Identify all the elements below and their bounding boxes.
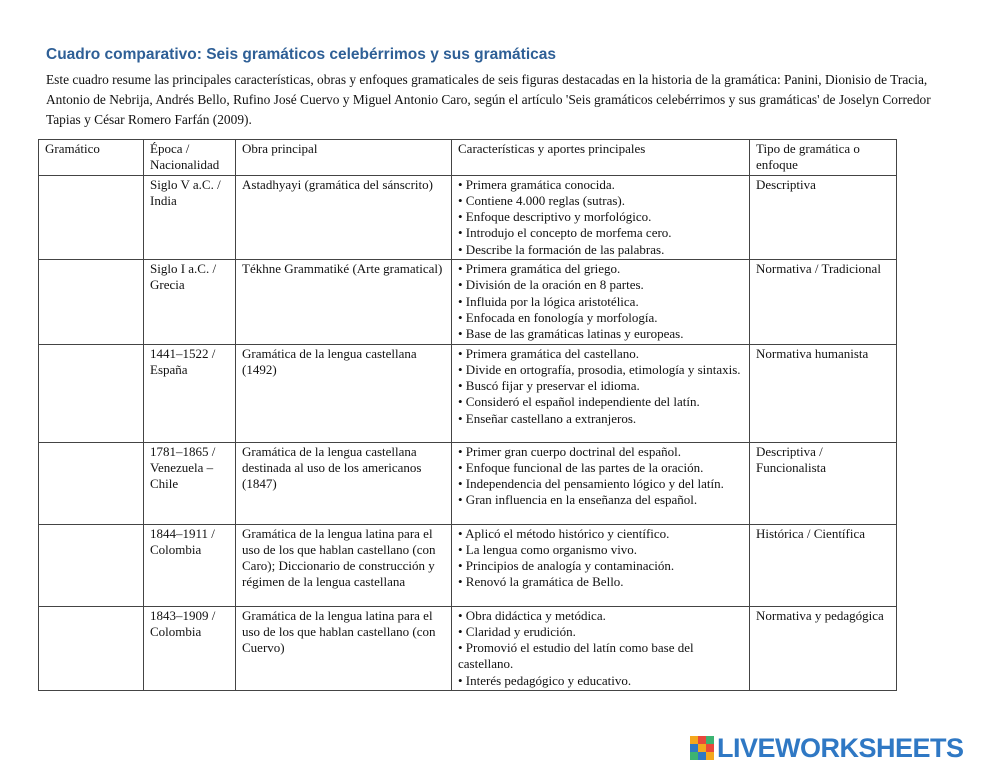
cell-obra: Gramática de la lengua castellana (1492) (236, 344, 452, 442)
cell-aportes (452, 260, 750, 344)
bullet-item: • Principios de analogía y contaminación. (458, 558, 675, 574)
table-header-row (39, 140, 897, 176)
cell-obra: Gramática de la lengua latina para el uso de los que hablan castellano (con Caro); Diccionario de construcción y régimen de la lengua castellana (236, 524, 452, 606)
header-epoca: Época / Nacionalidad (144, 140, 236, 176)
cell-tipo: Normativa / Tradicional (750, 260, 897, 344)
comparison-table (38, 139, 897, 691)
header-obra: Obra principal (236, 140, 452, 176)
cell-gramatico (39, 260, 144, 344)
header-aportes: Características y aportes principales (452, 140, 750, 176)
logo-badge-icon (690, 736, 714, 760)
cell-gramatico (39, 442, 144, 524)
bullet-item: • Introdujo el concepto de morfema cero. (458, 225, 672, 241)
table-row (39, 175, 897, 259)
bullet-item: • Renovó la gramática de Bello. (458, 574, 624, 590)
table-row (39, 524, 897, 606)
bullet-item: • Divide en ortografía, prosodia, etimología y sintaxis. (458, 361, 741, 377)
cell-aportes (452, 344, 750, 442)
bullet-item: • Primera gramática del griego. (458, 261, 621, 277)
cell-tipo: Normativa y pedagógica (750, 606, 897, 690)
cell-tipo: Descriptiva (750, 175, 897, 259)
bullet-item: • Obra didáctica y metódica. (458, 607, 606, 623)
table-row (39, 344, 897, 442)
logo-text: LIVEWORKSHEETS (717, 732, 964, 763)
cell-tipo: Normativa humanista (750, 344, 897, 442)
cell-epoca: Siglo V a.C. / India (144, 175, 236, 259)
bullet-item: • La lengua como organismo vivo. (458, 541, 638, 557)
bullet-item: • Claridad y erudición. (458, 623, 576, 639)
bullet-item: • Consideró el español independiente del latín. (458, 394, 700, 410)
bullet-item: • Buscó fijar y preservar el idioma. (458, 378, 640, 394)
bullet-item: • Enseñar castellano a extranjeros. (458, 410, 637, 426)
cell-tipo: Descriptiva / Funcionalista (750, 442, 897, 524)
cell-epoca: 1441–1522 / España (144, 344, 236, 442)
bullet-item: • Describe la formación de las palabras. (458, 241, 665, 257)
document-title: Cuadro comparativo: Seis gramáticos celebérrimos y sus gramáticas (46, 46, 556, 63)
bullet-item: • División de la oración en 8 partes. (458, 277, 644, 293)
cell-obra: Astadhyayi (gramática del sánscrito) (236, 175, 452, 259)
header-tipo: Tipo de gramática o enfoque (750, 140, 897, 176)
cell-gramatico (39, 524, 144, 606)
cell-epoca: 1843–1909 / Colombia (144, 606, 236, 690)
document-intro: Este cuadro resume las principales características, obras y enfoques gramaticales de seis figuras destacadas en la historia de la gramática: Panini, Dionisio de Tracia, Antonio de Nebrija, Andrés Bello, Rufino José Cuervo y Miguel Antonio Caro, según el artículo 'Seis gramáticos celebérrimos y sus gramáticas' de Joselyn Corredor Tapias y César Romero Farfán (2009). (46, 72, 931, 127)
cell-epoca: 1781–1865 / Venezuela – Chile (144, 442, 236, 524)
cell-aportes (452, 524, 750, 606)
bullet-item: • Primera gramática del castellano. (458, 345, 640, 361)
cell-obra: Gramática de la lengua latina para el uso de los que hablan castellano (con Cuervo) (236, 606, 452, 690)
header-gramatico: Gramático (39, 140, 144, 176)
cell-aportes (452, 606, 750, 690)
cell-epoca: 1844–1911 / Colombia (144, 524, 236, 606)
cell-epoca: Siglo I a.C. / Grecia (144, 260, 236, 344)
cell-tipo: Histórica / Científica (750, 524, 897, 606)
bullet-item: • Gran influencia en la enseñanza del español. (458, 492, 698, 508)
cell-gramatico (39, 606, 144, 690)
liveworksheets-logo (690, 730, 964, 766)
cell-gramatico (39, 344, 144, 442)
bullet-item: • Aplicó el método histórico y científico. (458, 525, 670, 541)
bullet-item: • Primera gramática conocida. (458, 176, 615, 192)
bullet-item: • Independencia del pensamiento lógico y del latín. (458, 476, 724, 492)
bullet-item: • Promovió el estudio del latín como base del castellano. (458, 640, 694, 672)
cell-obra: Tékhne Grammatiké (Arte gramatical) (236, 260, 452, 344)
bullet-item: • Base de las gramáticas latinas y europeas. (458, 326, 684, 342)
cell-obra: Gramática de la lengua castellana destinada al uso de los americanos (1847) (236, 442, 452, 524)
bullet-item: • Influida por la lógica aristotélica. (458, 293, 639, 309)
bullet-item: • Primer gran cuerpo doctrinal del español. (458, 443, 681, 459)
cell-aportes (452, 175, 750, 259)
bullet-item: • Enfoque descriptivo y morfológico. (458, 209, 652, 225)
cell-aportes (452, 442, 750, 524)
bullet-item: • Enfocada en fonología y morfología. (458, 309, 658, 325)
bullet-item: • Enfoque funcional de las partes de la oración. (458, 459, 704, 475)
bullet-item: • Interés pedagógico y educativo. (458, 672, 632, 688)
bullet-item: • Contiene 4.000 reglas (sutras). (458, 192, 626, 208)
cell-gramatico (39, 175, 144, 259)
table-row (39, 442, 897, 524)
table-row (39, 606, 897, 690)
table-row (39, 260, 897, 344)
